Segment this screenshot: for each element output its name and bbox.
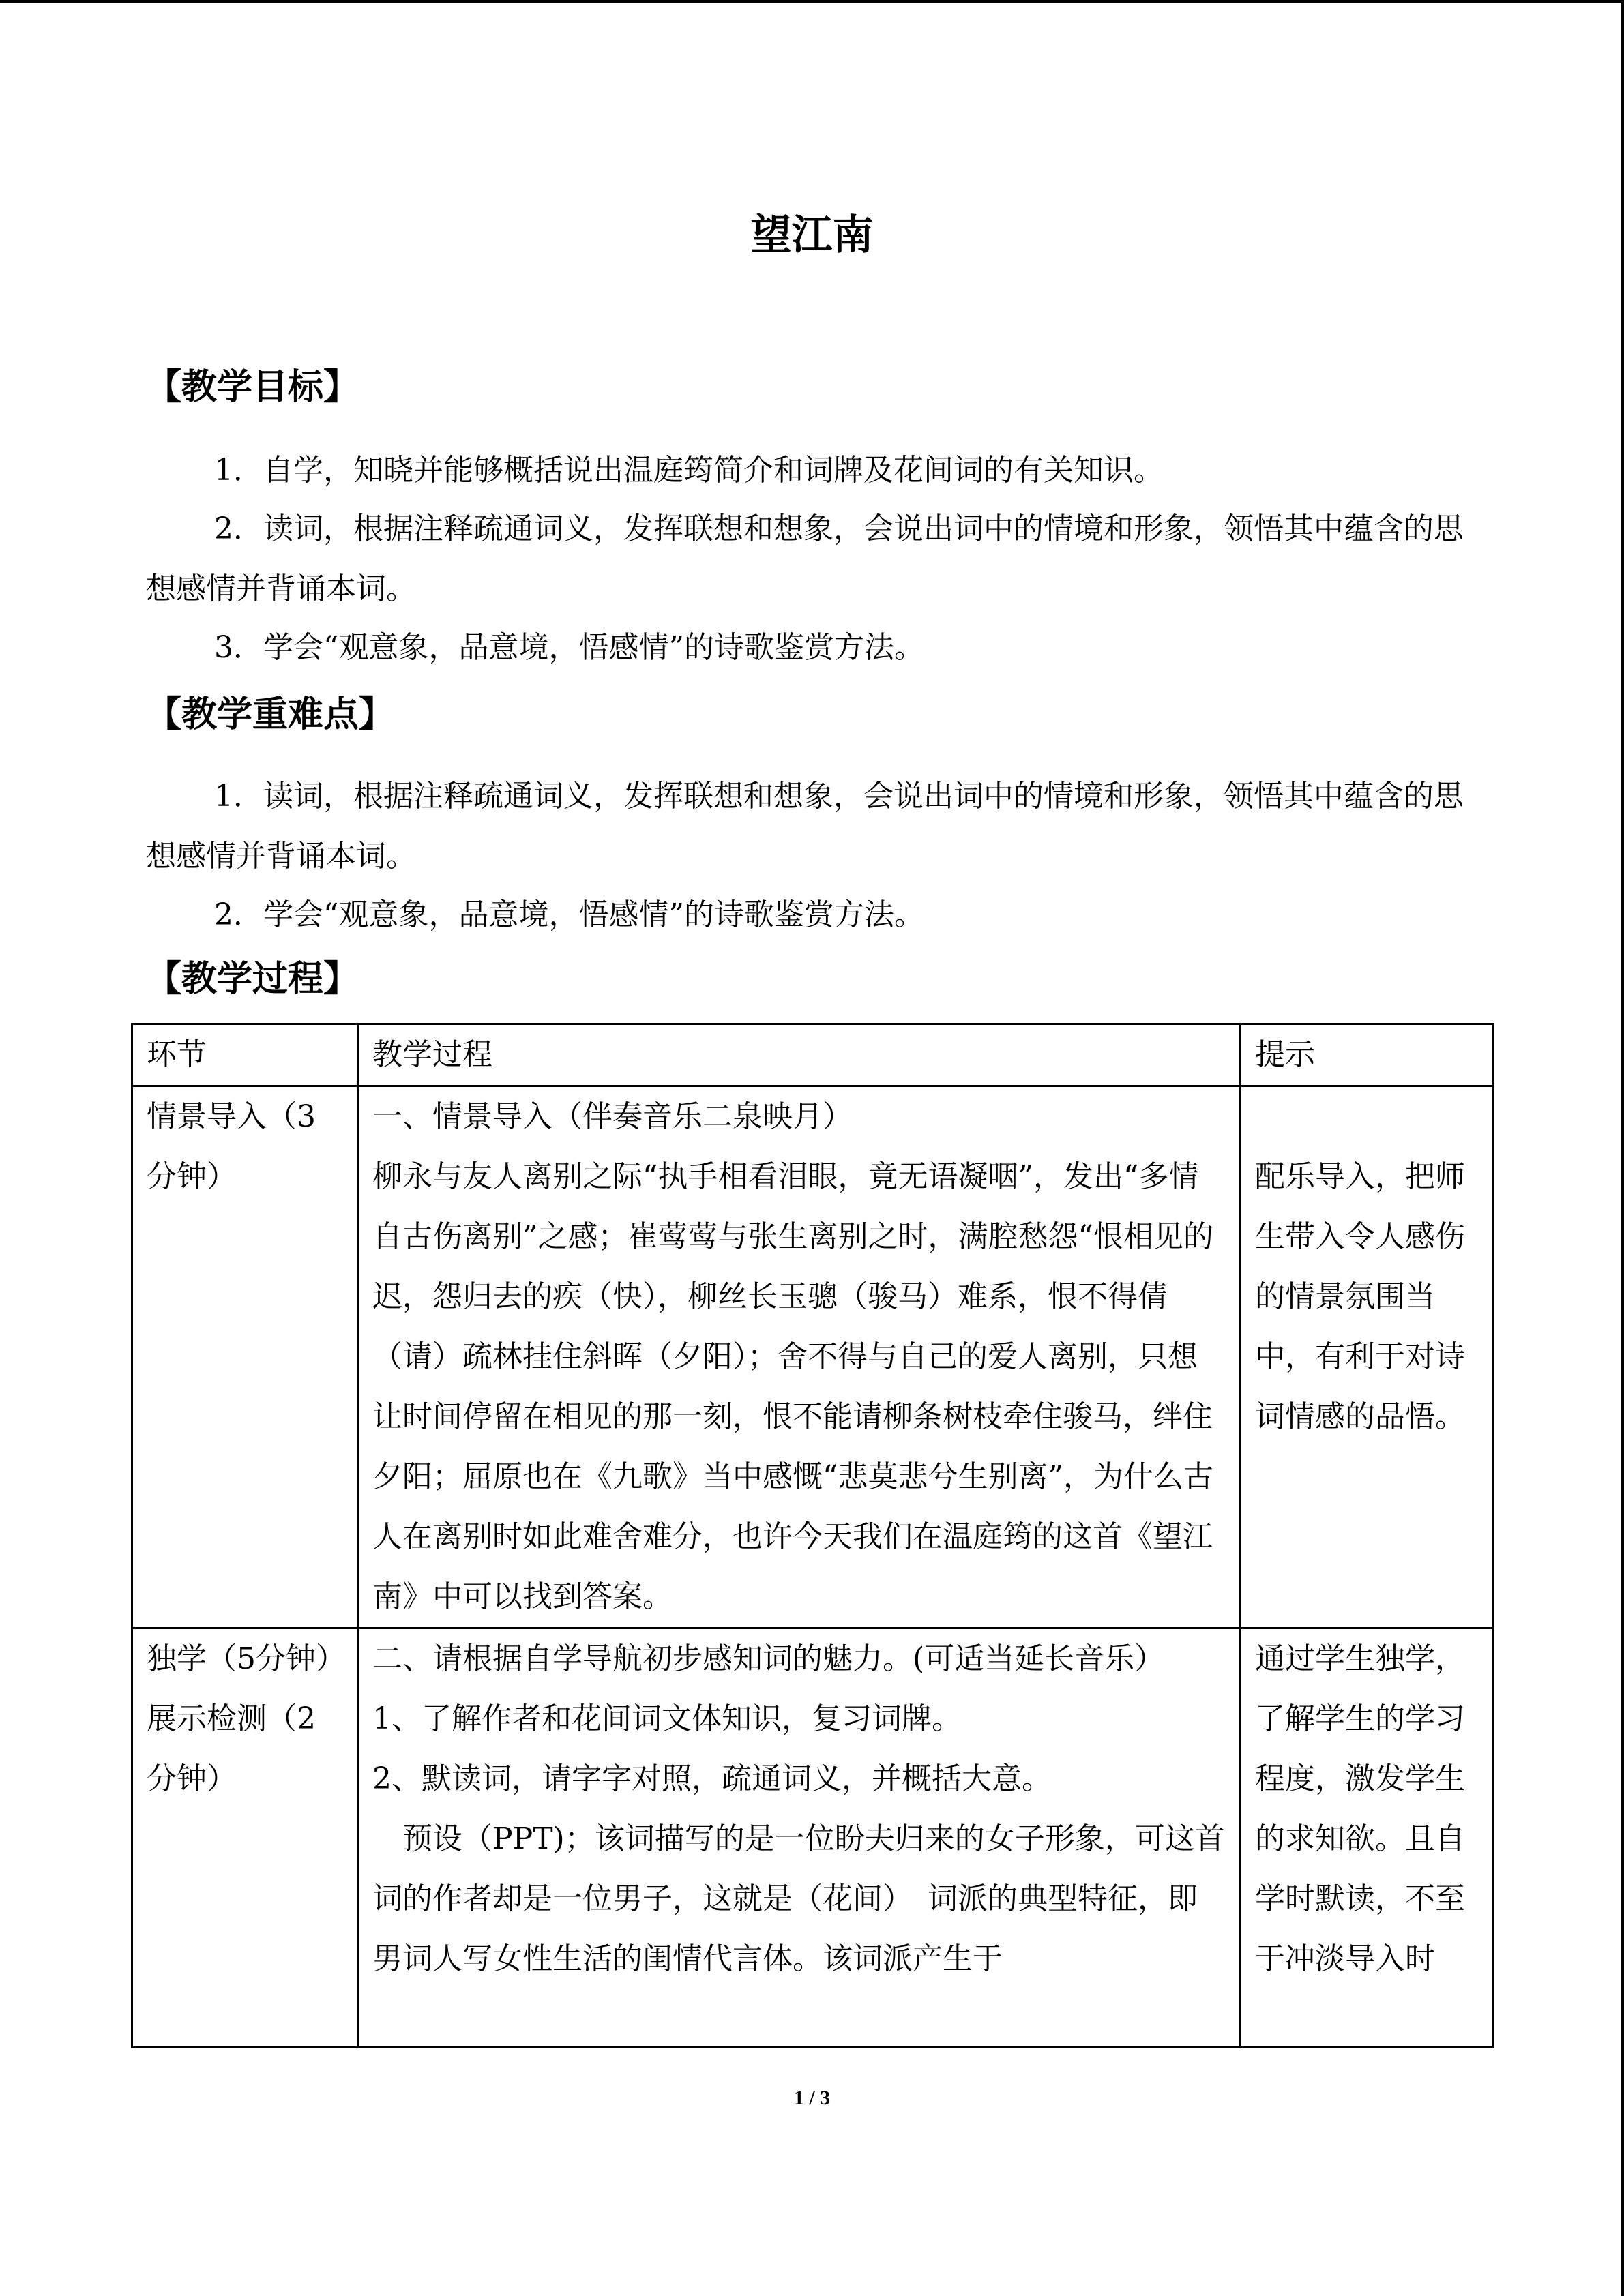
stage-text: 情景导入（3分钟） xyxy=(147,1099,316,1194)
process-text: 预设（PPT)；该词描写的是一位盼夫归来的女子形象，可这首词的作者却是一位男子，这就是（花间） 词派的典型特征，即男词人写女性生活的闺情代言体。该词派产生于 xyxy=(372,1821,1225,1976)
objective-item-1: 1．自学，知晓并能够概括说出温庭筠简介和词牌及花间词的有关知识。 xyxy=(214,453,1164,488)
process-heading: 【教学过程】 xyxy=(146,959,359,1000)
header-stage: 环节 xyxy=(132,1024,358,1086)
tip-cell xyxy=(1241,1086,1494,1628)
process-text: 一、情景导入（伴奏音乐二泉映月） xyxy=(372,1099,853,1134)
table-row xyxy=(132,1628,1494,2048)
stage-text: 展示检测（2分钟） xyxy=(147,1701,316,1796)
key-points-heading: 【教学重难点】 xyxy=(146,694,395,735)
process-cell xyxy=(358,1086,1241,1628)
document-title: 望江南 xyxy=(750,211,874,259)
process-text: 2、默读词，请字字对照，疏通词义，并概括大意。 xyxy=(372,1761,1052,1796)
objective-item-3: 3．学会“观意象，品意境，悟感情”的诗歌鉴赏方法。 xyxy=(214,630,924,665)
tip-cell xyxy=(1241,1628,1494,2048)
objectives-heading: 【教学目标】 xyxy=(146,367,359,408)
header-tip: 提示 xyxy=(1241,1024,1494,1086)
process-text: 1、了解作者和花间词文体知识，复习词牌。 xyxy=(372,1701,962,1736)
tip-text: 配乐导入，把师生带入令人感伤的情景氛围当中，有利于对诗词情感的品悟。 xyxy=(1255,1159,1465,1434)
page-right-border xyxy=(1621,0,1624,2296)
teaching-process-table xyxy=(131,1023,1494,2048)
process-cell xyxy=(358,1628,1241,2048)
stage-cell xyxy=(132,1086,358,1628)
process-text: 二、请根据自学导航初步感知词的魅力。(可适当延长音乐） xyxy=(372,1641,1165,1676)
stage-cell xyxy=(132,1628,358,2048)
page-top-border xyxy=(0,0,1624,3)
page-number: 1 / 3 xyxy=(793,2087,831,2109)
tip-text: 通过学生独学，了解学生的学习程度，激发学生的求知欲。且自学时默读，不至于冲淡导入时 xyxy=(1255,1641,1465,1976)
objective-item-2: 2．读词，根据注释疏通词义，发挥联想和想象，会说出词中的情境和形象，领悟其中蕴含的思想感情并背诵本词。 xyxy=(146,511,1464,606)
table-row xyxy=(132,1086,1494,1628)
process-text: 柳永与友人离别之际“执手相看泪眼，竟无语凝咽”，发出“多情自古伤离别”之感；崔莺莺与张生离别之时，满腔愁怨“恨相见的迟，怨归去的疾（快），柳丝长玉骢（骏马）难系，恨不得倩（请）疏林挂住斜晖（夕阳）；舍不得与自己的爱人离别，只想让时间停留在相见的那一刻，恨不能请柳条树枝牵住骏马，绊住夕阳；屈原也在《九歌》当中感慨“悲莫悲兮生别离”，为什么古人在离别时如此难舍难分，也许今天我们在温庭筠的这首《望江南》中可以找到答案。 xyxy=(372,1159,1213,1614)
key-point-item-1: 1．读词，根据注释疏通词义，发挥联想和想象，会说出词中的情境和形象，领悟其中蕴含的思想感情并背诵本词。 xyxy=(146,779,1464,874)
key-point-item-2: 2．学会“观意象，品意境，悟感情”的诗歌鉴赏方法。 xyxy=(214,897,924,932)
stage-text: 独学（5分钟） xyxy=(147,1641,346,1676)
header-process: 教学过程 xyxy=(358,1024,1241,1086)
table-header-row xyxy=(132,1024,1494,1086)
